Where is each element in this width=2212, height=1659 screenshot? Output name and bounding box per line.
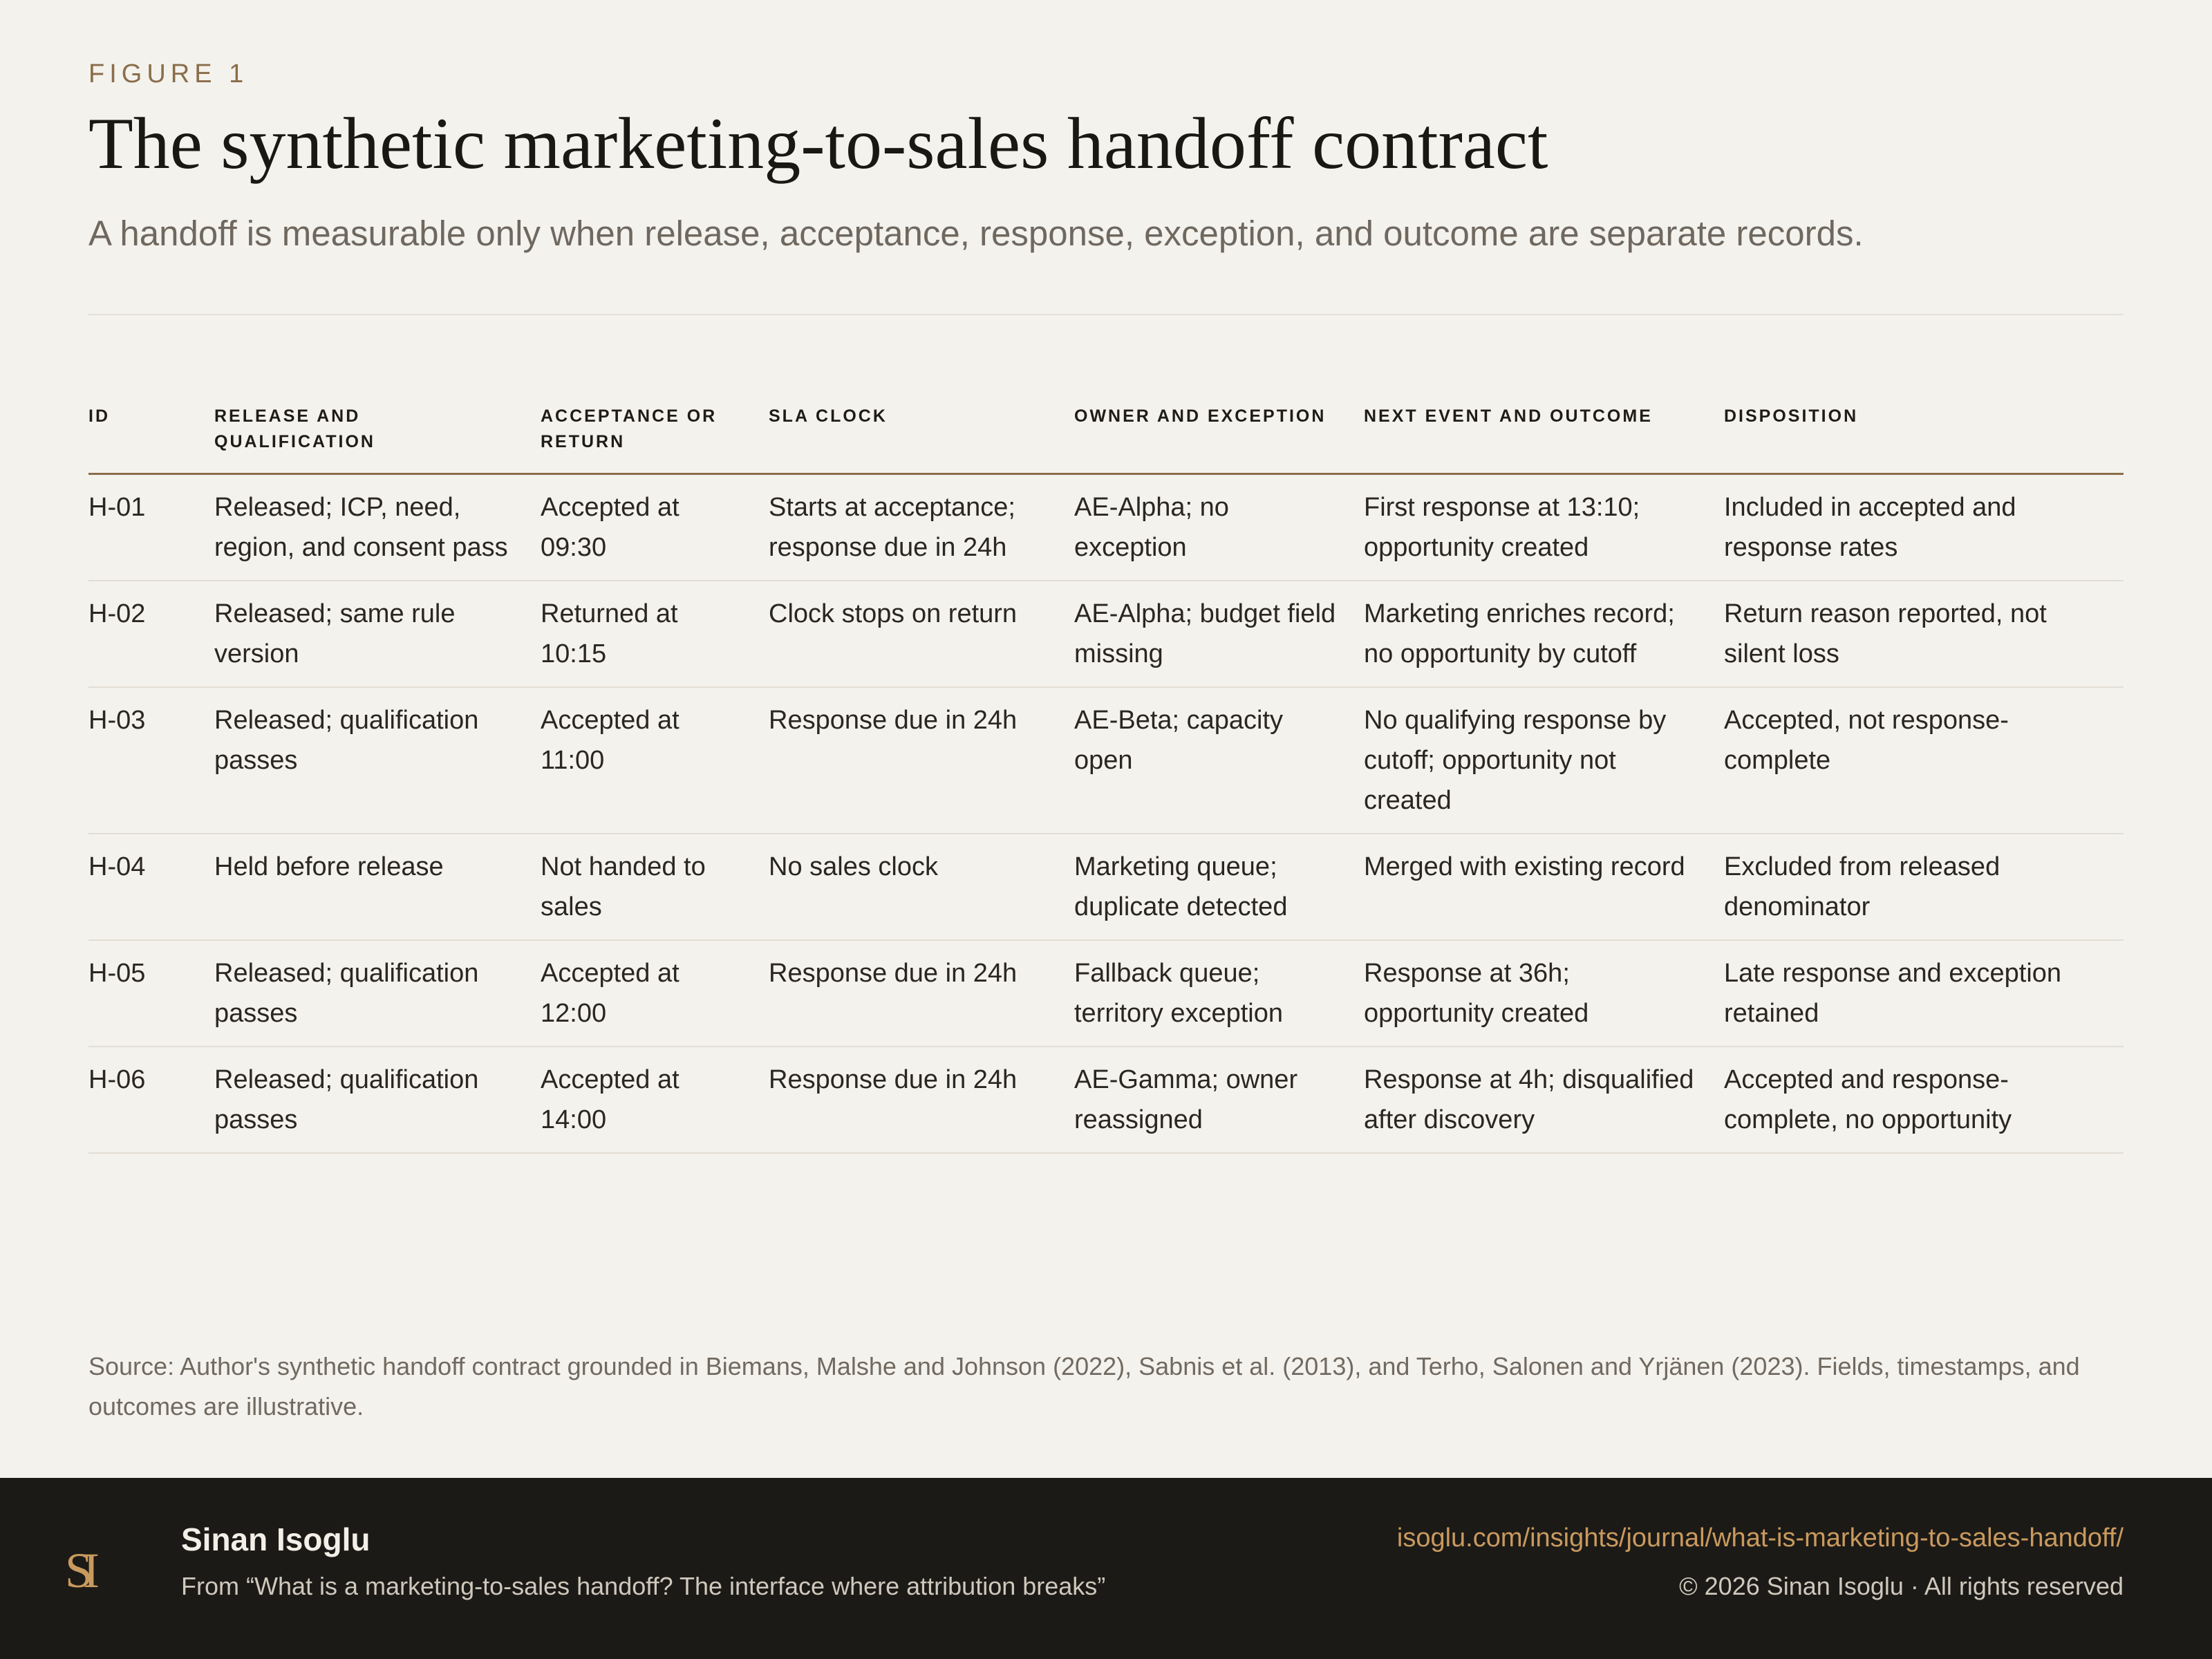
monogram-logo	[64, 1539, 119, 1601]
cell-owner: Marketing queue; duplicate detected	[1074, 834, 1364, 940]
cell-sla: Response due in 24h	[769, 1047, 1074, 1153]
table-row	[88, 687, 2124, 834]
cell-next-event: First response at 13:10; opportunity created	[1364, 474, 1724, 581]
cell-id: H-06	[88, 1047, 214, 1153]
cell-sla: No sales clock	[769, 834, 1074, 940]
cell-sla: Response due in 24h	[769, 687, 1074, 834]
cell-release: Released; same rule version	[214, 581, 541, 687]
cell-owner: AE-Beta; capacity open	[1074, 687, 1364, 834]
cell-release: Released; ICP, need, region, and consent pass	[214, 474, 541, 581]
cell-sla: Starts at acceptance; response due in 24h	[769, 474, 1074, 581]
author-name: Sinan Isoglu	[181, 1521, 371, 1557]
cell-owner: Fallback queue; territory exception	[1074, 940, 1364, 1047]
cell-disposition: Return reason reported, not silent loss	[1724, 581, 2124, 687]
article-link[interactable]: isoglu.com/insights/journal/what-is-marketing-to-sales-handoff/	[1396, 1524, 2124, 1553]
page-subtitle: A handoff is measurable only when release, acceptance, response, exception, and outcome are separate records.	[88, 214, 1864, 253]
column-header-release: RELEASE AND QUALIFICATION	[214, 401, 541, 474]
table-header-row	[88, 401, 2124, 474]
cell-sla: Clock stops on return	[769, 581, 1074, 687]
cell-disposition: Accepted, not response-complete	[1724, 687, 2124, 834]
cell-next-event: Response at 36h; opportunity created	[1364, 940, 1724, 1047]
figure-label: FIGURE 1	[88, 59, 249, 88]
cell-id: H-01	[88, 474, 214, 581]
table-row	[88, 834, 2124, 940]
column-header-sla: SLA CLOCK	[769, 401, 1074, 474]
table-row	[88, 581, 2124, 687]
cell-id: H-04	[88, 834, 214, 940]
cell-release: Released; qualification passes	[214, 1047, 541, 1153]
cell-acceptance: Accepted at 14:00	[541, 1047, 769, 1153]
cell-next-event: Marketing enriches record; no opportunity by cutoff	[1364, 581, 1724, 687]
cell-owner: AE-Gamma; owner reassigned	[1074, 1047, 1364, 1153]
cell-release: Released; qualification passes	[214, 687, 541, 834]
table-row	[88, 1047, 2124, 1153]
cell-release: Held before release	[214, 834, 541, 940]
column-header-acceptance: ACCEPTANCE OR RETURN	[541, 401, 769, 474]
column-header-disposition: DISPOSITION	[1724, 401, 2124, 474]
footer	[0, 1478, 2212, 1659]
cell-next-event: No qualifying response by cutoff; opportunity not created	[1364, 687, 1724, 834]
cell-acceptance: Not handed to sales	[541, 834, 769, 940]
cell-owner: AE-Alpha; no exception	[1074, 474, 1364, 581]
cell-disposition: Excluded from released denominator	[1724, 834, 2124, 940]
cell-id: H-02	[88, 581, 214, 687]
cell-disposition: Included in accepted and response rates	[1724, 474, 2124, 581]
cell-owner: AE-Alpha; budget field missing	[1074, 581, 1364, 687]
monogram-text: SI	[65, 1543, 91, 1598]
table-row	[88, 940, 2124, 1047]
copyright-notice: © 2026 Sinan Isoglu · All rights reserved	[1679, 1572, 2124, 1600]
cell-id: H-05	[88, 940, 214, 1047]
cell-disposition: Accepted and response-complete, no opportunity	[1724, 1047, 2124, 1153]
cell-disposition: Late response and exception retained	[1724, 940, 2124, 1047]
column-header-next-event: NEXT EVENT AND OUTCOME	[1364, 401, 1724, 474]
source-note: Source: Author's synthetic handoff contract grounded in Biemans, Malshe and Johnson (2022), Sabnis et al. (2013), and Terho, Salonen and Yrjänen (2023). Fields, timestamps, and outcomes are illustrative.	[88, 1352, 2080, 1421]
cell-acceptance: Returned at 10:15	[541, 581, 769, 687]
cell-next-event: Merged with existing record	[1364, 834, 1724, 940]
cell-acceptance: Accepted at 11:00	[541, 687, 769, 834]
cell-next-event: Response at 4h; disqualified after discovery	[1364, 1047, 1724, 1153]
cell-sla: Response due in 24h	[769, 940, 1074, 1047]
cell-release: Released; qualification passes	[214, 940, 541, 1047]
page-title: The synthetic marketing-to-sales handoff contract	[88, 103, 1548, 184]
column-header-id: ID	[88, 401, 214, 474]
column-header-owner: OWNER AND EXCEPTION	[1074, 401, 1364, 474]
divider	[88, 314, 2124, 315]
table-row	[88, 474, 2124, 581]
article-reference: From “What is a marketing-to-sales handoff? The interface where attribution breaks”	[181, 1572, 1106, 1600]
handoff-table	[88, 401, 2124, 1154]
cell-acceptance: Accepted at 12:00	[541, 940, 769, 1047]
cell-acceptance: Accepted at 09:30	[541, 474, 769, 581]
cell-id: H-03	[88, 687, 214, 834]
